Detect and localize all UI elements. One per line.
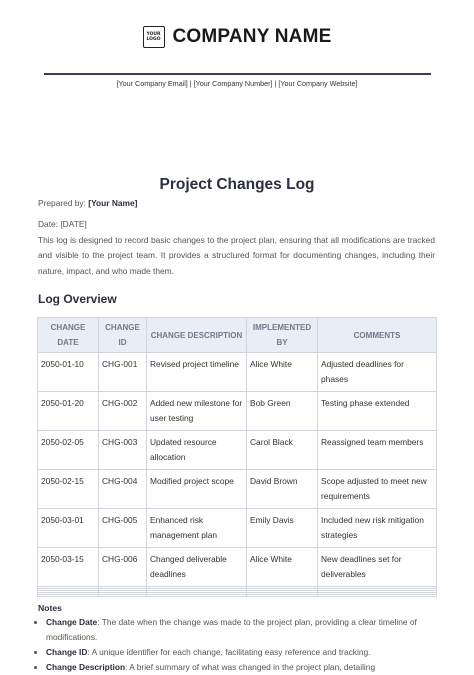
implemented-by-cell: Alice White [247,353,318,392]
change-date-cell: 2050-03-01 [38,509,99,548]
logo-text-top: YOUR [146,32,161,37]
change-date-cell: 2050-02-15 [38,470,99,509]
list-item [46,660,446,675]
company-contact: [Your Company Email] | [Your Company Number] | [Your Company Website] [116,79,358,88]
change-id-cell: CHG-001 [99,353,147,392]
change-id-cell: CHG-002 [99,392,147,431]
changes-log-table [37,317,437,597]
table-row [38,548,437,587]
column-header: CHANGE DESCRIPTION [147,318,247,353]
note-term: Change Date [46,617,98,627]
change-id-cell: CHG-003 [99,431,147,470]
comments-cell: Scope adjusted to meet new requirements [318,470,437,509]
log-overview-heading: Log Overview [38,292,117,306]
change-date-cell: 2050-01-20 [38,392,99,431]
change-id-cell: CHG-006 [99,548,147,587]
implemented-by-cell: Bob Green [247,392,318,431]
column-header: COMMENTS [318,318,437,353]
table-header-row [38,318,437,353]
change-date-cell: 2050-02-05 [38,431,99,470]
intro-paragraph: This log is designed to record basic changes to the project plan, ensuring that all modifications are tracked and visible to the project team. It provides a structured format for documenting changes, including their nature, impact, and who made them. [38,235,435,276]
date-value: [DATE] [60,219,87,229]
change-description-cell: Updated resource allocation [147,431,247,470]
change-id-cell: CHG-004 [99,470,147,509]
table-row [38,470,437,509]
change-id-cell: CHG-005 [99,509,147,548]
implemented-by-cell: Emily Davis [247,509,318,548]
empty-table-row [38,595,437,597]
note-term: Change Description [46,662,126,672]
logo-text-bottom: LOGO [146,37,161,42]
change-date-cell: 2050-03-15 [38,548,99,587]
note-text: : The date when the change was made to the project plan, providing a clear timeline of modifications. [46,617,417,642]
change-description-cell: Added new milestone for user testing [147,392,247,431]
date-label: Date: [38,219,59,229]
notes-heading: Notes [38,603,62,613]
table-row [38,431,437,470]
prepared-by-value: [Your Name] [88,198,138,208]
change-description-cell: Modified project scope [147,470,247,509]
change-date-cell: 2050-01-10 [38,353,99,392]
comments-cell: New deadlines set for deliverables [318,548,437,587]
table-row [38,353,437,392]
note-term: Change ID [46,647,88,657]
document-date [38,219,87,229]
note-text: : A unique identifier for each change, facilitating easy reference and tracking. [87,647,371,657]
table-row [38,392,437,431]
implemented-by-cell: David Brown [247,470,318,509]
table-row [38,509,437,548]
prepared-by-label: Prepared by: [38,198,86,208]
comments-cell: Testing phase extended [318,392,437,431]
header [0,26,474,48]
notes-list [36,615,446,675]
comments-cell: Included new risk mitigation strategies [318,509,437,548]
column-header: CHANGE ID [99,318,147,353]
list-item [46,645,446,660]
comments-cell: Reassigned team members [318,431,437,470]
document-title: Project Changes Log [159,176,315,193]
change-description-cell: Revised project timeline [147,353,247,392]
column-header: IMPLEMENTED BY [247,318,318,353]
change-description-cell: Enhanced risk management plan [147,509,247,548]
implemented-by-cell: Alice White [247,548,318,587]
header-divider [44,73,431,75]
company-name: COMPANY NAME [172,26,332,47]
implemented-by-cell: Carol Black [247,431,318,470]
list-item [46,615,446,645]
logo-placeholder [143,26,165,48]
prepared-by [38,198,137,208]
note-text: : A brief summary of what was changed in the project plan, detailing [125,662,376,672]
change-description-cell: Changed deliverable deadlines [147,548,247,587]
comments-cell: Adjusted deadlines for phases [318,353,437,392]
column-header: CHANGE DATE [38,318,99,353]
